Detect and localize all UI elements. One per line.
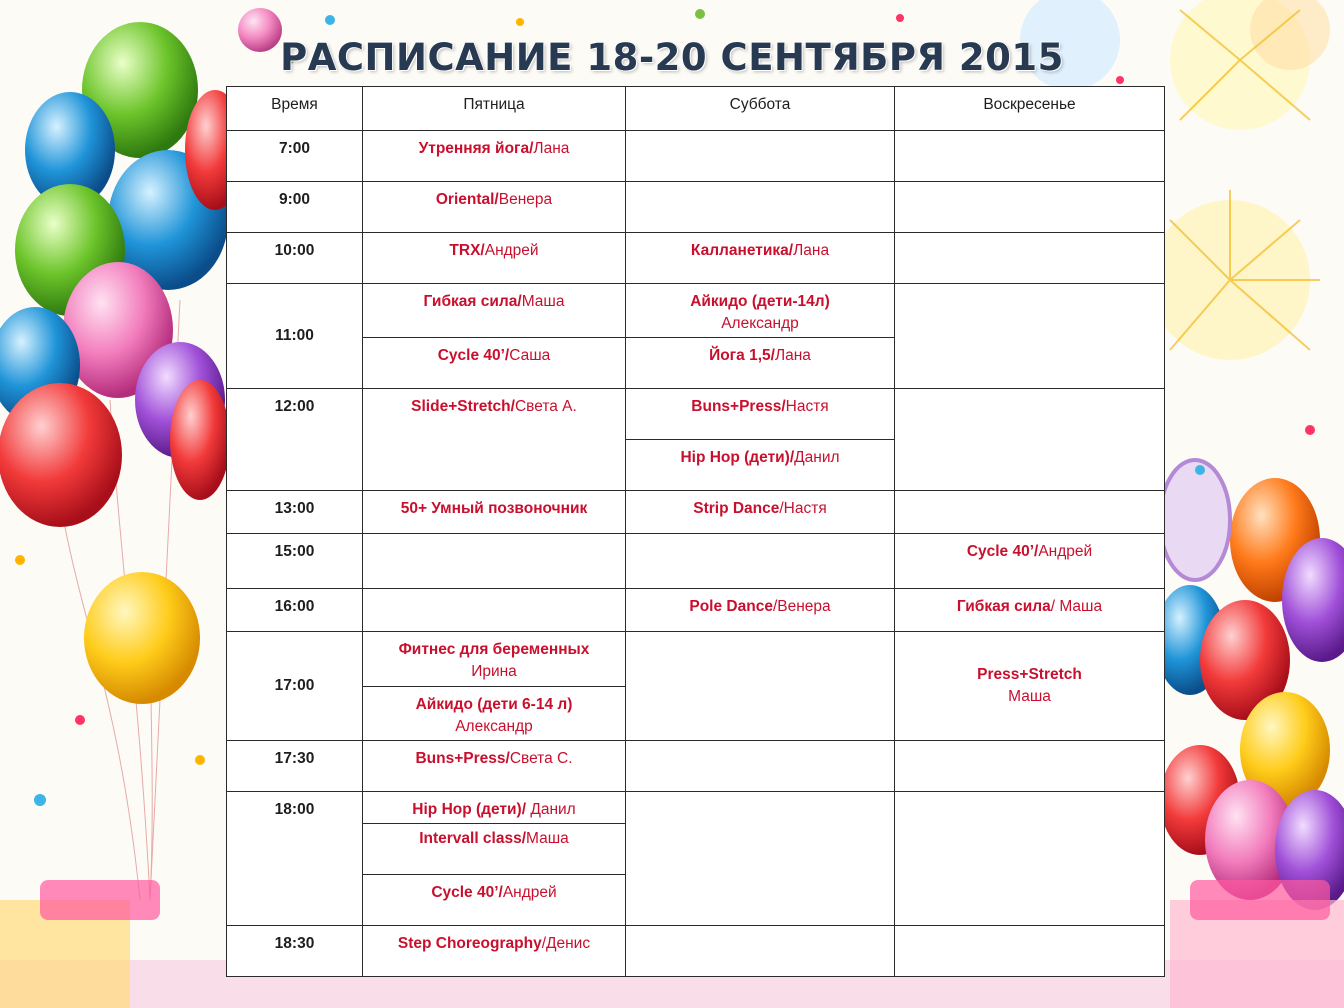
- empty-cell: [895, 182, 1165, 233]
- instructor-name: Александр: [721, 315, 799, 332]
- class-name: Step Choreography: [397, 935, 542, 952]
- class-name: Утренняя йога/: [418, 140, 534, 157]
- table-row: [227, 233, 1165, 284]
- instructor-name: /Венера: [772, 598, 831, 615]
- table-row: [227, 284, 1165, 338]
- empty-cell: [626, 534, 895, 589]
- table-row: [227, 632, 1165, 687]
- empty-cell: [895, 131, 1165, 182]
- instructor-name: Света С.: [509, 750, 573, 767]
- class-name: TRX/: [449, 242, 485, 259]
- instructor-name: / Маша: [1050, 598, 1103, 615]
- empty-cell: [626, 792, 895, 926]
- instructor-name: Венера: [498, 191, 553, 208]
- instructor-name: Саша: [509, 347, 551, 364]
- table-row: [227, 792, 1165, 824]
- instructor-name: Данил: [526, 801, 576, 818]
- class-name: Hip Hop (дети)/: [680, 449, 795, 466]
- empty-cell: [895, 792, 1165, 926]
- empty-cell: [895, 926, 1165, 977]
- instructor-name: /Денис: [541, 935, 591, 952]
- empty-cell: [895, 491, 1165, 534]
- class-cell: [626, 389, 895, 440]
- class-cell: [363, 875, 626, 926]
- instructor-name: Света А.: [514, 398, 577, 415]
- empty-cell: [363, 534, 626, 589]
- header-friday: Пятница: [363, 87, 626, 131]
- empty-cell: [626, 741, 895, 792]
- time-cell: 13:00: [227, 491, 363, 534]
- class-name: Cycle 40’/: [437, 347, 510, 364]
- class-cell: [626, 233, 895, 284]
- class-cell: [363, 131, 626, 182]
- page-title: РАСПИСАНИЕ 18-20 СЕНТЯБРЯ 2015: [280, 36, 1064, 79]
- class-cell: [363, 233, 626, 284]
- instructor-name: Маша: [521, 293, 565, 310]
- class-cell: [895, 632, 1165, 741]
- table-row: [227, 534, 1165, 589]
- empty-cell: [363, 589, 626, 632]
- class-name: Buns+Press/: [415, 750, 510, 767]
- table-row: [227, 491, 1165, 534]
- instructor-name: Андрей: [1038, 543, 1093, 560]
- class-name: Strip Dance: [693, 500, 780, 517]
- empty-cell: [626, 632, 895, 741]
- header-saturday: Суббота: [626, 87, 895, 131]
- empty-cell: [895, 741, 1165, 792]
- class-name: Oriental/: [435, 191, 499, 208]
- class-cell: [626, 589, 895, 632]
- class-name: Гибкая сила: [956, 598, 1051, 615]
- class-cell: [363, 632, 626, 687]
- class-name: Hip Hop (дети)/: [412, 801, 527, 818]
- instructor-name: Ирина: [471, 663, 517, 680]
- empty-cell: [626, 131, 895, 182]
- header-time: Время: [227, 87, 363, 131]
- time-cell: 15:00: [227, 534, 363, 589]
- class-cell: [363, 491, 626, 534]
- empty-cell: [895, 233, 1165, 284]
- class-name: Гибкая сила/: [423, 293, 522, 310]
- class-cell: [895, 534, 1165, 589]
- time-cell: 17:30: [227, 741, 363, 792]
- class-cell: [626, 284, 895, 338]
- empty-cell: [626, 926, 895, 977]
- time-cell: 17:00: [227, 632, 363, 741]
- time-cell: 18:00: [227, 792, 363, 926]
- table-row: [227, 182, 1165, 233]
- instructor-name: Лана: [533, 140, 570, 157]
- class-name: Фитнес для беременных: [398, 641, 590, 658]
- time-cell: 12:00: [227, 389, 363, 491]
- class-cell: [363, 687, 626, 741]
- class-name: Айкидо (дети-14л): [690, 293, 830, 310]
- class-name: 50+ Умный позвоночник: [400, 500, 588, 517]
- class-cell: [363, 824, 626, 875]
- time-cell: 11:00: [227, 284, 363, 389]
- class-name: Press+Stretch: [977, 666, 1082, 683]
- class-cell: [363, 389, 626, 491]
- table-row: [227, 389, 1165, 440]
- class-name: Cycle 40’/: [431, 884, 503, 901]
- class-cell: [626, 338, 895, 389]
- time-cell: 9:00: [227, 182, 363, 233]
- class-cell: [363, 792, 626, 824]
- header-sunday: Воскресенье: [895, 87, 1165, 131]
- instructor-name: Маша: [526, 830, 569, 847]
- table-row: [227, 926, 1165, 977]
- instructor-name: Лана: [793, 242, 830, 259]
- class-cell: [363, 741, 626, 792]
- class-name: Айкидо (дети 6-14 л): [415, 696, 573, 713]
- class-name: Калланетика/: [690, 242, 794, 259]
- class-cell: [363, 284, 626, 338]
- time-cell: 7:00: [227, 131, 363, 182]
- instructor-name: Андрей: [502, 884, 557, 901]
- class-cell: [363, 338, 626, 389]
- class-cell: [363, 182, 626, 233]
- instructor-name: /Настя: [779, 500, 827, 517]
- class-name: Intervall class/: [419, 830, 527, 847]
- class-cell: [363, 926, 626, 977]
- empty-cell: [895, 284, 1165, 389]
- table-row: [227, 131, 1165, 182]
- class-name: Pole Dance: [689, 598, 773, 615]
- class-cell: [626, 440, 895, 491]
- instructor-name: Лана: [774, 347, 811, 364]
- class-name: Buns+Press/: [691, 398, 786, 415]
- empty-cell: [626, 182, 895, 233]
- table-row: [227, 589, 1165, 632]
- time-cell: 10:00: [227, 233, 363, 284]
- instructor-name: Андрей: [484, 242, 539, 259]
- class-name: Cycle 40’/: [966, 543, 1039, 560]
- instructor-name: Маша: [1008, 688, 1051, 705]
- schedule-table: [226, 86, 1165, 977]
- header-row: [227, 87, 1165, 131]
- time-cell: 16:00: [227, 589, 363, 632]
- instructor-name: Александр: [455, 718, 533, 735]
- table-row: [227, 741, 1165, 792]
- empty-cell: [895, 389, 1165, 491]
- class-name: Йога 1,5/: [709, 347, 775, 364]
- class-cell: [626, 491, 895, 534]
- class-name: Slide+Stretch/: [411, 398, 515, 415]
- instructor-name: Данил: [794, 449, 840, 466]
- class-cell: [895, 589, 1165, 632]
- instructor-name: Настя: [785, 398, 829, 415]
- time-cell: 18:30: [227, 926, 363, 977]
